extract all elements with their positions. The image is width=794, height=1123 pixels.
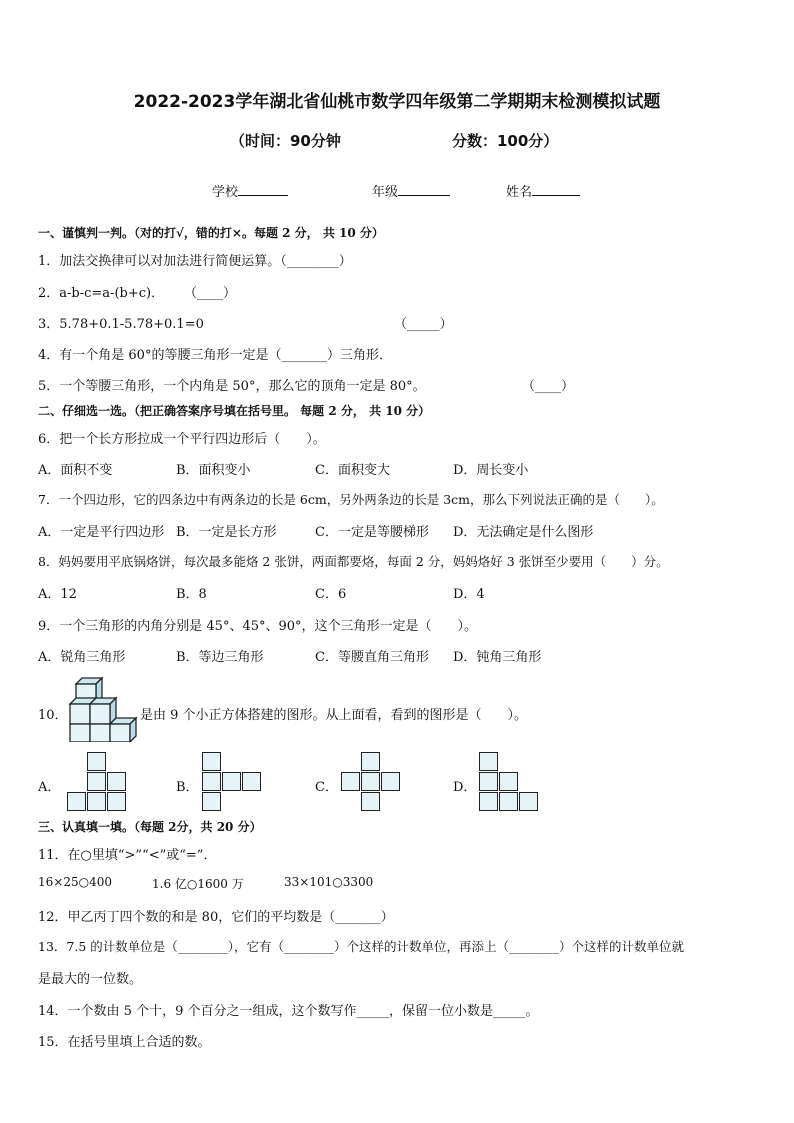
q10-option-c-label: C．	[315, 780, 338, 795]
q10-option-d-figure	[479, 752, 538, 811]
school-label: 学校	[212, 185, 239, 200]
q9-option-c: C．等腰直角三角形	[315, 650, 429, 665]
q9-option-d: D．钝角三角形	[453, 650, 542, 665]
question-14: 14．一个数由 5 个十，9 个百分之一组成，这个数写作_____，保留一位小数是_____。	[38, 1004, 539, 1019]
question-10: 是由 9 个小正方体搭建的图形。从上面看，看到的图形是（ ）。	[140, 708, 528, 723]
q8-option-b: B．8	[176, 587, 207, 602]
time-label: （时间：90分钟	[230, 132, 341, 150]
section-3-heading: 三、认真填一填。（每题 2分，共 20 分）	[38, 820, 262, 834]
question-12: 12．甲乙丙丁四个数的和是 80，它们的平均数是（_______）	[38, 910, 394, 925]
q9-option-b: B．等边三角形	[176, 650, 264, 665]
q10-option-b-figure	[202, 752, 261, 811]
school-blank	[238, 183, 288, 196]
q7-option-d: D．无法确定是什么图形	[453, 525, 594, 540]
question-2-answer: （____）	[184, 286, 237, 301]
question-15: 15．在括号里填上合适的数。	[38, 1035, 211, 1050]
q11-item-2: 1.6 亿○1600 万	[152, 877, 244, 891]
q9-option-a: A．锐角三角形	[38, 650, 126, 665]
name-label: 姓名	[506, 185, 533, 200]
question-13-line-1: 13．7.5 的计数单位是（________），它有（________）个这样的计数单位，再添上（________）个这样的计数单位就	[38, 939, 685, 954]
question-2: 2．a-b-c=a-(b+c)．	[38, 286, 165, 301]
q6-option-c: C．面积变大	[315, 463, 390, 478]
q11-item-1: 16×25○400	[38, 875, 112, 889]
question-10-number: 10．	[38, 708, 68, 723]
section-2-heading: 二、仔细选一选。（把正确答案序号填在括号里。 每题 2 分， 共 10 分）	[38, 404, 431, 418]
name-blank	[532, 183, 580, 196]
q8-option-a: A．12	[38, 587, 77, 602]
question-3: 3．5.78+0.1-5.78+0.1=0	[38, 317, 204, 332]
q10-option-a-figure	[67, 752, 126, 811]
question-6: 6．把一个长方形拉成一个平行四边形后（ ）。	[38, 432, 326, 447]
q10-option-a-label: A．	[38, 780, 61, 795]
question-1: 1．加法交换律可以对加法进行简便运算。（________）	[38, 254, 352, 269]
q7-option-a: A．一定是平行四边形	[38, 525, 165, 540]
question-9: 9．一个三角形的内角分别是 45°、45°、90°，这个三角形一定是（ ）。	[38, 619, 478, 634]
section-1-heading: 一、谨慎判一判。（对的打√，错的打×。每题 2 分， 共 10 分）	[38, 226, 384, 240]
question-7: 7．一个四边形，它的四条边中有两条边的长是 6cm，另外两条边的长是 3cm，那么下列说法正确的是（ ）。	[38, 492, 664, 507]
q8-option-d: D．4	[453, 587, 485, 602]
question-4: 4．有一个角是 60°的等腰三角形一定是（_______）三角形．	[38, 348, 392, 363]
page-title: 2022-2023学年湖北省仙桃市数学四年级第二学期期末检测模拟试题	[133, 92, 661, 112]
grade-field	[372, 181, 450, 200]
q6-option-d: D．周长变小	[453, 463, 529, 478]
q6-option-a: A．面积不变	[38, 463, 113, 478]
question-13-line-2: 是最大的一位数。	[38, 972, 143, 987]
q10-option-c-figure	[341, 752, 400, 811]
question-5: 5．一个等腰三角形，一个内角是 50°，那么它的顶角一定是 80°。	[38, 379, 426, 394]
score-label: 分数：100分）	[452, 132, 559, 150]
school-field	[212, 181, 288, 200]
q11-item-3: 33×101○3300	[284, 875, 374, 889]
question-3-answer: （_____）	[394, 317, 453, 332]
q7-option-b: B．一定是长方形	[176, 525, 277, 540]
grade-label: 年级	[372, 185, 399, 200]
q6-option-b: B．面积变小	[176, 463, 251, 478]
q8-option-c: C．6	[315, 587, 347, 602]
question-8: 8．妈妈要用平底锅烙饼，每次最多能烙 2 张饼，两面都要烙，每面 2 分，妈妈烙好 3 张饼至少要用（ ）分。	[38, 554, 669, 569]
q10-option-b-label: B．	[176, 780, 199, 795]
grade-blank	[398, 183, 450, 196]
question-11: 11．在○里填“>”“<”或“=”．	[38, 848, 217, 863]
q10-option-d-label: D．	[453, 780, 477, 795]
cube-stack-figure	[66, 676, 142, 742]
name-field	[506, 181, 580, 200]
q7-option-c: C．一定是等腰梯形	[315, 525, 429, 540]
question-5-answer: （____）	[522, 379, 575, 394]
